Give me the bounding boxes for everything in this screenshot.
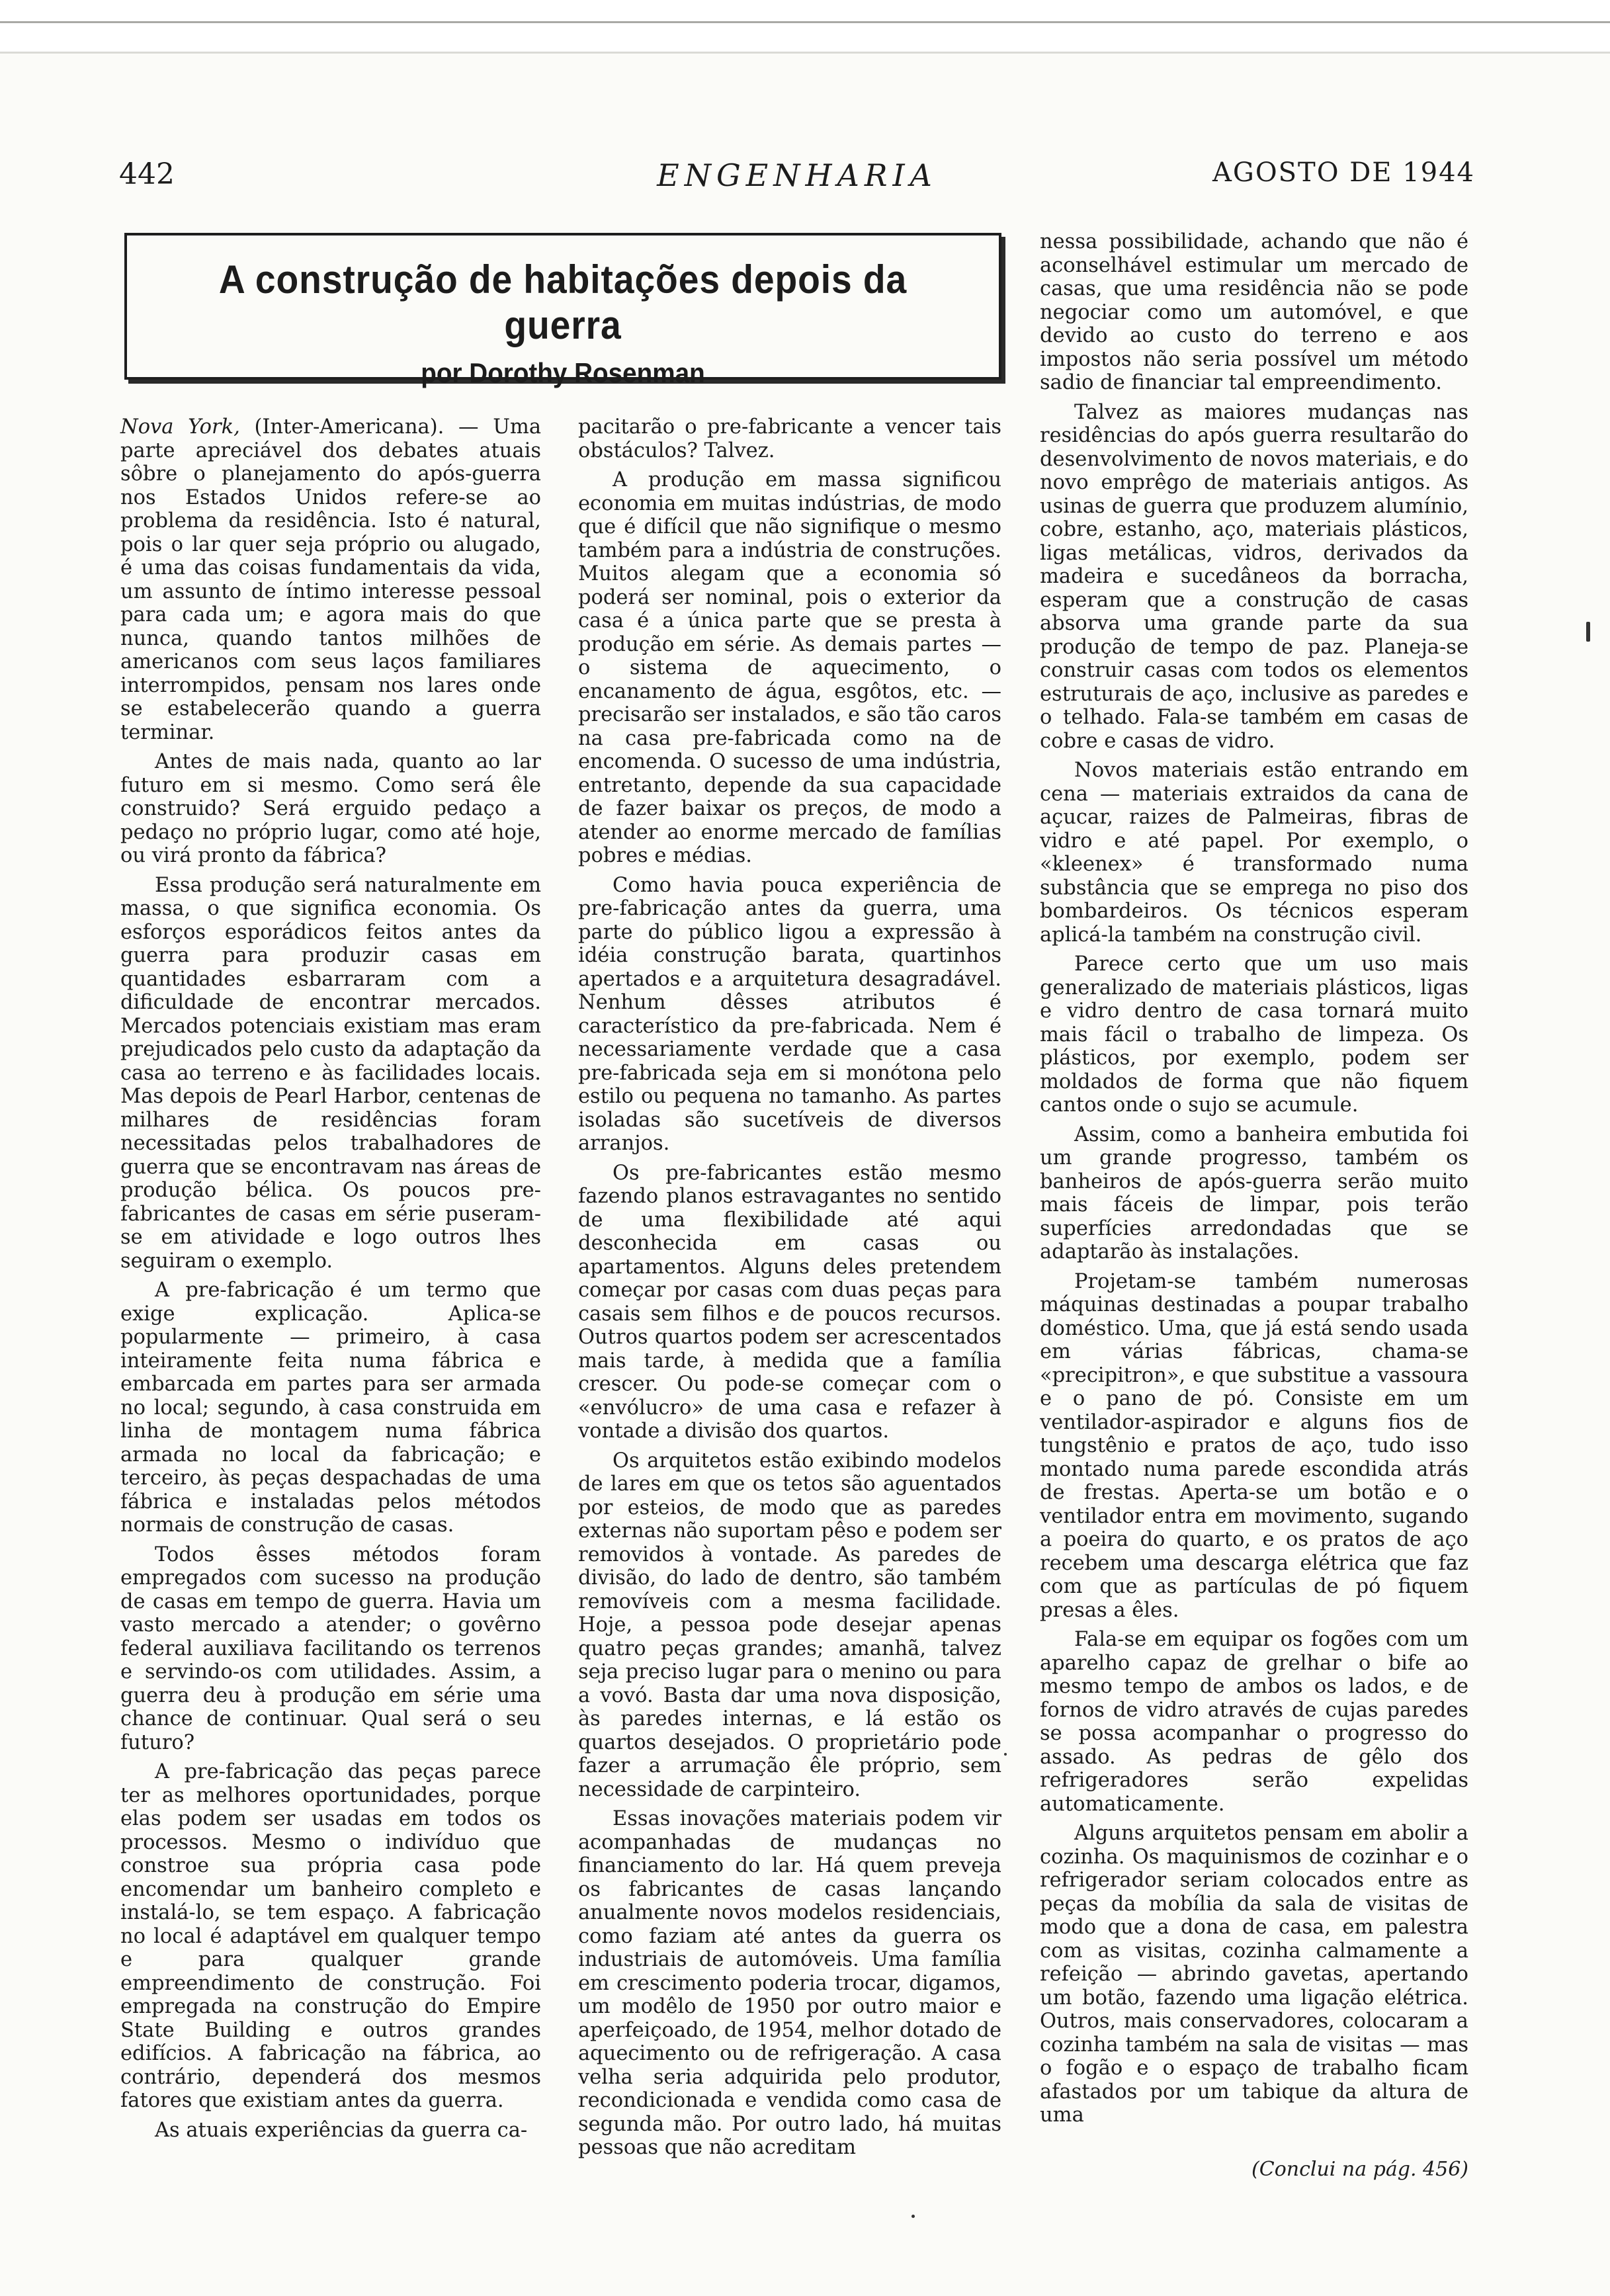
paragraph: Fala-se em equipar os fogões com um aparelho capaz de grelhar o bife ao mesmo tempo de ambos os lados, e de fornos de vidro através de cujas paredes se possa acompanhar o progresso do assado. As pedras de gêlo dos refrigeradores serão expelidas automaticamente. [1040,1628,1468,1816]
article-title-box [124,233,1001,388]
paragraph: Alguns arquitetos pensam em abolir a cozinha. Os maquinismos de cozinhar e o refrigerador seriam colocados entre as peças da mobília da sala de visitas de modo que a dona de casa, em palestra com as visitas, cozinha calmamente a refeição — abrindo gavetas, apertando um botão, fazendo uma ligação elétrica. Outros, mais conservadores, colocaram a cozinha também na sala de visitas — mas o fogão e o espaço de trabalho ficam afastados por um tabique da altura de uma [1040,1822,1468,2127]
scan-speck [911,2215,915,2218]
continuation-note: (Conclui na pág. 456) [1251,2158,1468,2181]
paragraph: Como havia pouca experiência de pre-fabricação antes da guerra, uma parte do público ligou a expressão à idéia construção barata, quartinhos apertados e a arquitetura desagradável. Nenhum dêsses atributos é característico da pre-fabricada. Nem é necessariamente verdade que a casa pre-fabricada seja em si monótona pelo estilo ou pequena no tamanho. As partes isoladas são sucetíveis de diversos arranjos. [578,873,1001,1155]
dateline-place: Nova York, [120,415,240,439]
scan-speck [1004,1753,1007,1756]
paragraph: Projetam-se também numerosas máquinas destinadas a poupar trabalho doméstico. Uma, que já está sendo usada em várias fábricas, chama-se «precipitron», e que substitue a vassoura e o pano de pó. Consiste em um ventilador-aspirador e alguns fios de tungstênio e pratos de aço, tudo isso montado numa parede escondida atrás de frestas. Aperta-se um botão e o ventilador entra em movimento, sugando a poeira do quarto, e os pratos de aço recebem uma descarga elétrica que faz com que as partículas de pó fiquem presas a êles. [1040,1269,1468,1622]
page-number: 442 [119,157,175,191]
page-header [119,157,1475,204]
text-column-1 [120,415,541,2148]
scan-speck [1586,622,1590,642]
scan-edge-line [0,21,1610,23]
paragraph: Os pre-fabricantes estão mesmo fazendo planos estravagantes no sentido de uma flexibilidade até aqui desconhecida em casas ou apartamentos. Alguns deles pretendem começar por casas com duas peças para casais sem filhos e de poucos recursos. Outros quartos podem ser acrescentados mais tarde, à medida que a família crescer. Ou pode-se começar com o «envólucro» de uma casa e refazer à vontade a divisão dos quartos. [578,1161,1001,1443]
paragraph: Novos materiais estão entrando em cena — materiais extraidos da cana de açucar, raizes de Palmeiras, fibras de vidro e até papel. Por exemplo, o «kleenex» é transformado numa substância que se emprega no piso dos bombardeiros. Os técnicos esperam aplicá-la também na construção civil. [1040,759,1468,947]
issue-date: AGOSTO DE 1944 [1212,157,1475,188]
dateline-text: (Inter-Americana). — Uma parte apreciável dos debates atuais sôbre o planejamento do após-guerra nos Estados Unidos refere-se ao problema da residência. Isto é natural, pois o lar quer seja próprio ou alugado, é uma das coisas fundamentais da vida, um assunto de íntimo interesse pessoal para cada um; e agora mais do que nunca, quando tantos milhões de americanos com seus laços familiares interrompidos, pensam nos lares onde se estabelecerão quando a guerra terminar. [120,415,542,744]
paragraph: nessa possibilidade, achando que não é aconselhável estimular um mercado de casas, que uma residência não se pode negociar como um automóvel, e que devido ao custo do terreno e aos impostos não seria possível um método sadio de financiar tal empreendimento. [1040,230,1468,394]
paragraph: A produção em massa significou economia em muitas indústrias, de modo que é difícil que não signifique o mesmo também para a indústria de construções. Muitos alegam que a economia só poderá ser nominal, pois o exterior da casa é a única parte que se presta à produção em série. As demais partes — o sistema de aquecimento, o encanamento de água, esgôtos, etc. — precisarão ser instalados, e são tão caros na casa pre-fabricada como na de encomenda. O sucesso de uma indústria, entretanto, depende da sua capacidade de fazer baixar os preços, de modo a atender ao enorme mercado de famílias pobres e médias. [578,468,1001,867]
text-column-3 [1040,230,1468,2133]
article-byline: por Dorothy Rosenman [421,357,705,388]
paragraph [120,415,541,744]
paragraph: pacitarão o pre-fabricante a vencer tais obstáculos? Talvez. [578,415,1001,462]
journal-name: ENGENHARIA [657,157,937,193]
paragraph: A pre-fabricação das peças parece ter as melhores oportunidades, porque elas podem ser usadas em todos os processos. Mesmo o indivíduo que constroe sua própria casa pode encomendar um banheiro completo e instalá-lo, se tem espaço. A fabricação no local é adaptável em qualquer tempo e para qualquer grande empreendimento de construção. Foi empregada na construção do Empire State Building e outros grandes edifícios. A fabricação na fábrica, ao contrário, dependerá dos mesmos fatores que existiam antes da guerra. [120,1760,541,2112]
article-title: A construção de habitações depois da guerra [218,257,908,347]
scan-margin [0,0,1610,54]
paragraph: Os arquitetos estão exibindo modelos de lares em que os tetos são aguentados por esteios, de modo que as paredes externas não suportam pêso e podem ser removidos à vontade. As paredes de divisão, do lado de dentro, são também removíveis com a mesma facilidade. Hoje, a pessoa pode desejar apenas quatro peças grandes; amanhã, talvez seja preciso lugar para o menino ou para a vovó. Basta dar uma nova disposição, às paredes internas, e lá estão os quartos desejados. O proprietário pode fazer a arrumação êle próprio, sem necessidade de carpinteiro. [578,1449,1001,1801]
paragraph: Parece certo que um uso mais generalizado de materiais plásticos, ligas e vidro dentro de casa tornará muito mais fácil o trabalho de limpeza. Os plásticos, por exemplo, podem ser moldados de forma que não fiquem cantos onde o sujo se acumule. [1040,953,1468,1117]
paragraph: As atuais experiências da guerra ca- [155,2118,528,2142]
paragraph: Talvez as maiores mudanças nas residências do após guerra resultarão do desenvolvimento de novos materiais, e do novo emprêgo de materiais antigos. As usinas de guerra que produzem alumínio, cobre, estanho, aço, materiais plásticos, ligas metálicas, vidros, derivados da madeira e sucedâneos da borracha, esperam que a construção de casas absorva uma grande parte da sua produção de tempo de paz. Planeja-se construir casas com todos os elementos estruturais de aço, inclusive as paredes e o telhado. Fala-se também em casas de cobre e casas de vidro. [1040,400,1468,753]
paragraph: A pre-fabricação é um termo que exige explicação. Aplica-se popularmente — primeiro, à casa inteiramente feita numa fábrica e embarcada em partes para ser armada no local; segundo, à casa construida em linha de montagem numa fábrica armada no local da fabricação; e terceiro, às peças despachadas de uma fábrica e instaladas pelos métodos normais de construção de casas. [120,1279,541,1537]
paragraph: Essas inovações materiais podem vir acompanhadas de mudanças no financiamento do lar. Há quem preveja os fabricantes de casas lançando anualmente novos modelos residenciais, como faziam até antes da guerra os industriais de automóveis. Uma família em crescimento poderia trocar, digamos, um modêlo de 1950 por outro maior e aperfeiçoado, de 1954, melhor dotado de aquecimento ou de refrigeração. A casa velha seria adquirida pelo produtor, recondicionada e vendida como casa de segunda mão. Por outro lado, há muitas pessoas que não acreditam [578,1807,1001,2159]
paragraph: Todos êsses métodos foram empregados com sucesso na produção de casas em tempo de guerra. Havia um vasto mercado a atender; o govêrno federal auxiliava facilitando os terrenos e servindo-os com utilidades. Assim, a guerra deu à produção em série uma chance de continuar. Qual será o seu futuro? [120,1543,541,1754]
paragraph: Antes de mais nada, quanto ao lar futuro em si mesmo. Como será êle construido? Será erguido pedaço a pedaço no próprio lugar, como até hoje, ou virá pronto da fábrica? [120,750,541,867]
text-column-2 [578,415,1001,2166]
paragraph: Assim, como a banheira embutida foi um grande progresso, também os banheiros de após-guerra serão muito mais fáceis de limpar, pois terão superfícies arredondadas que se adaptarão às instalações. [1040,1123,1468,1263]
paragraph: Essa produção será naturalmente em massa, o que significa economia. Os esforços esporádicos feitos antes da guerra para produzir casas em quantidades esbarraram com a dificuldade de encontrar mercados. Mercados potenciais existiam mas eram prejudicados pelo custo da adaptação da casa ao terreno e às facilidades locais. Mas depois de Pearl Harbor, centenas de milhares de residências foram necessitadas pelos trabalhadores de guerra que se encontravam nas áreas de produção bélica. Os poucos pre-fabricantes de casas em série puseram-se em atividade e logo outros lhes seguiram o exemplo. [120,873,541,1273]
